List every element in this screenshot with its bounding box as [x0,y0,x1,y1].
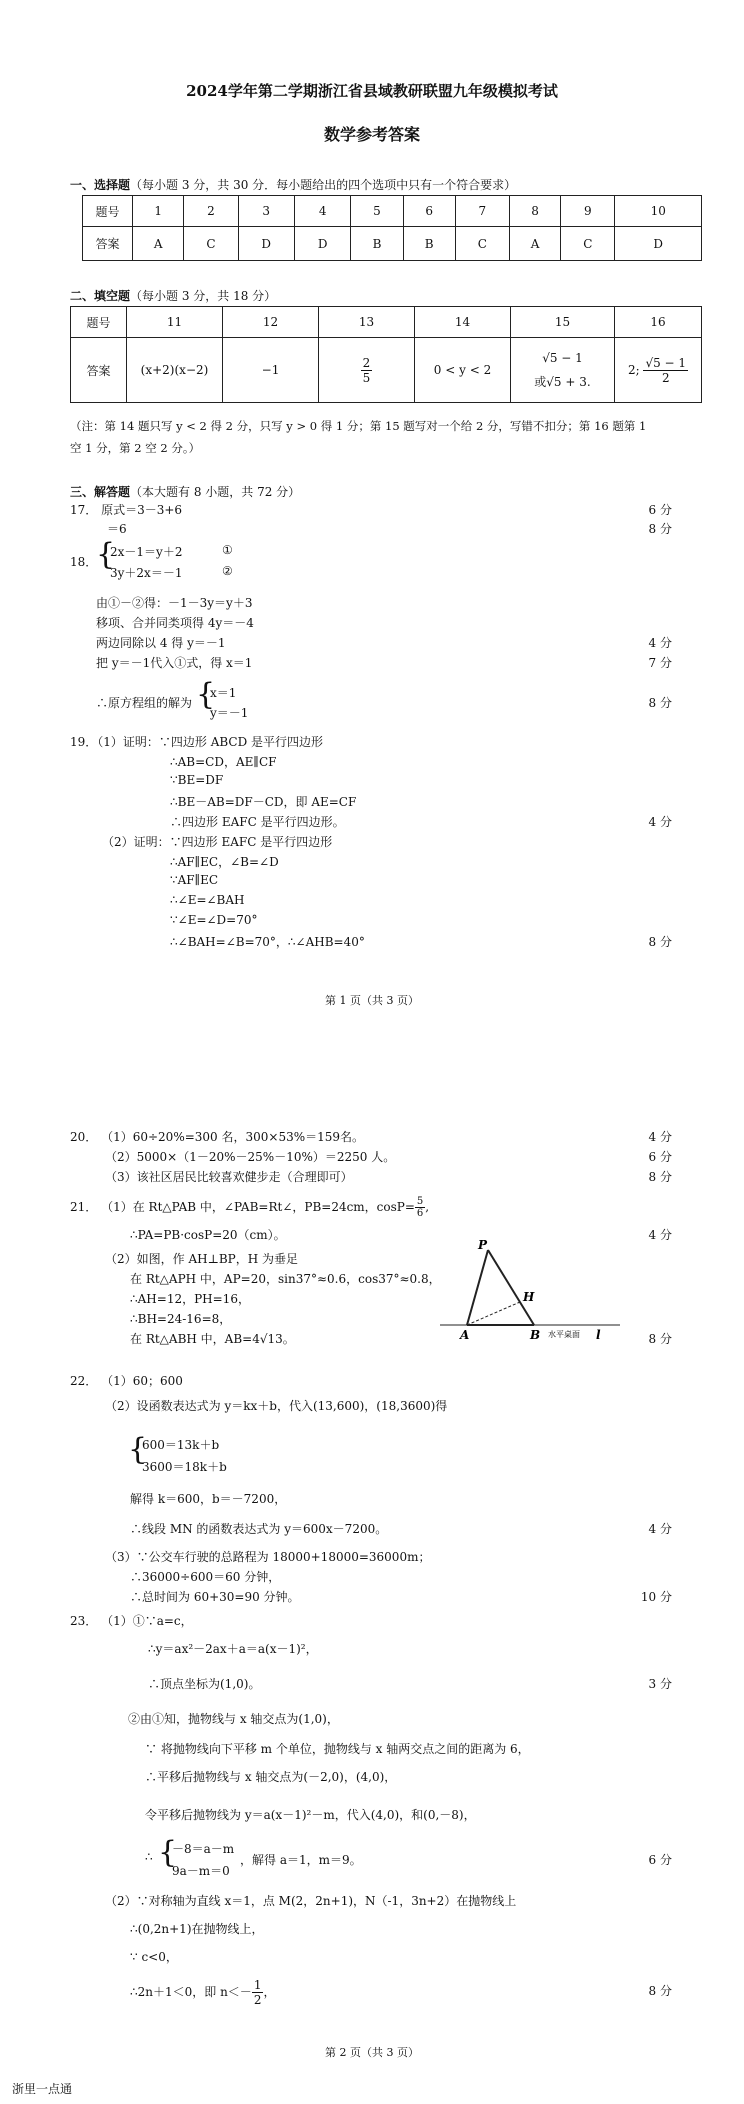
q23-line12-text: ∴2n＋1＜0，即 n＜－ [130,1985,252,1999]
sec3-heading [70,483,300,500]
q22-eq1: 600＝13k＋b [142,1438,220,1452]
fill-number: 16 [615,307,702,338]
q23-score3: 8 分 [648,1984,672,1998]
q23-line7: 令平移后抛物线为 y＝a(x－1)²－m，代入(4,0)，和(0,－8)， [145,1808,476,1822]
q22-score2: 10 分 [640,1590,672,1604]
q17-score1: 6 分 [648,503,672,517]
q23-line12-end: ， [263,1985,276,1999]
q18-score5: 8 分 [648,696,672,710]
choice-answer: D [615,227,702,261]
choice-number: 3 [238,196,294,227]
q18-score4: 7 分 [648,656,672,670]
q23-line10: ∴(0,2n+1)在抛物线上， [130,1922,264,1936]
q18-line4: 把 y＝－1代入①式，得 x＝1 [96,656,253,670]
choice-answer-table [82,195,702,261]
q18-line2: 移项、合并同类项得 4y＝－4 [96,616,254,630]
fill-answer-13 [319,338,415,403]
left-brace-icon: { [196,677,216,712]
choice-number: 8 [509,196,560,227]
q22-line1: 22． （1）60；600 [70,1374,183,1388]
fraction: $\frac{5}{6}$ [416,1196,424,1219]
sec2-note: （每小题 3 分，共 18 分） [130,289,277,303]
q21-line1-end: , [425,1200,430,1214]
label-B: B [530,1328,541,1340]
choice-answer: A [509,227,560,261]
segment-PA [467,1250,488,1325]
choice-answer: D [294,227,350,261]
q18-tag2: ② [222,564,233,578]
q17-line2: ＝6 [107,522,127,536]
page2-footer: 第 2 页（共 3 页） [325,2046,419,2059]
fill-answer-12: −1 [223,338,319,403]
q23-line4: ②由①知，抛物线与 x 轴交点为(1,0)， [128,1712,339,1726]
q23-line11: ∵ c<0， [130,1950,178,1964]
q18-number: 18． [70,555,98,569]
q21-line4: 在 Rt△APH 中，AP=20，sin37°≈0.6，cos37°≈0.8， [130,1272,441,1286]
fill-answer-head: 答案 [71,338,127,403]
exam-title: 2024学年第二学期浙江省县域教研联盟九年级模拟考试 [186,82,558,100]
sec3-label: 三、解答题 [70,485,131,499]
q19-line2: ∴AB=CD，AE∥CF [170,755,277,769]
fill-answer-11: (x+2)(x−2) [127,338,223,403]
q20-score3: 8 分 [648,1170,672,1184]
fill-number: 15 [511,307,615,338]
q21-line1-text: 21． （1）在 Rt△PAB 中，∠PAB=Rt∠，PB=24cm，cosP= [70,1200,415,1214]
choice-number: 4 [294,196,350,227]
choice-answer: A [133,227,184,261]
q23-line5: ∵ 将抛物线向下平移 m 个单位，抛物线与 x 轴两交点之间的距离为 6， [145,1742,530,1756]
fill-answer-table [70,306,702,403]
watermark: 浙里一点通 [12,2082,73,2096]
sec1-note: （每小题 3 分，共 30 分．每小题给出的四个选项中只有一个符合要求） [130,178,517,192]
choice-answer: B [403,227,455,261]
choice-answer: C [561,227,615,261]
q21-line5: ∴AH=12，PH=16， [130,1292,250,1306]
sec1-heading [70,176,516,193]
q20-line3: （3）该社区居民比较喜欢健步走（合理即可） [105,1170,353,1184]
q21-line3: （2）如图，作 AH⊥BP，H 为垂足 [105,1252,299,1266]
label-A: A [460,1328,470,1340]
choice-number: 1 [133,196,184,227]
left-brace-icon: { [158,1835,178,1870]
q23-eq1: －8＝a－m [172,1842,235,1856]
choice-answer: C [184,227,238,261]
q18-tag1: ① [222,543,233,557]
fill-number-row [71,307,702,338]
fraction: $\frac{1}{2}$ [253,1978,262,2007]
q22-line2: （2）设函数表达式为 y＝kx＋b，代入(13,600)，(18,3600)得 [105,1399,448,1413]
q21-score2: 8 分 [648,1332,672,1346]
q23-line6: ∴平移后抛物线与 x 轴交点为(－2,0)，(4,0)， [145,1770,397,1784]
q19-line3: ∵BE=DF [170,773,224,787]
choice-number: 9 [561,196,615,227]
answer-title: 数学参考答案 [323,125,420,144]
fill-number: 12 [223,307,319,338]
fill-remark-line2: 空 1 分，第 2 空 2 分。） [70,441,201,455]
fraction: $\frac{2}{5}$ [362,355,371,385]
q18-sol1: x＝1 [210,686,237,700]
q23-line3: ∴顶点坐标为(1,0)。 [148,1677,261,1691]
label-P: P [478,1240,488,1252]
q19-line6: （2）证明：∵四边形 EAFC 是平行四边形 [102,835,333,849]
q22-line7: ∴总时间为 60+30=90 分钟。 [130,1590,300,1604]
segment-PB [488,1250,534,1325]
choice-answer: D [238,227,294,261]
q20-score1: 4 分 [648,1130,672,1144]
fill-answer-14: 0 < y < 2 [415,338,511,403]
q22-eq2: 3600＝18k＋b [142,1460,227,1474]
q18-line5: ∴原方程组的解为 [96,696,193,710]
answer-15-line2: 或√5 + 3. [534,375,591,389]
q22-score1: 4 分 [648,1522,672,1536]
q19-line10: ∵∠E=∠D=70° [170,913,258,927]
fill-number-head: 题号 [71,307,127,338]
fill-number: 14 [415,307,511,338]
fill-answer-row [71,338,702,403]
q23-score1: 3 分 [648,1677,672,1691]
fraction: $\frac{√5 - 1}{2}$ [645,355,687,385]
q21-line2: ∴PA=PB·cosP=20（cm）。 [130,1228,286,1242]
left-brace-icon: { [128,1432,148,1467]
q21-line6: ∴BH=24-16=8， [130,1312,232,1326]
sec1-label: 一、选择题 [70,178,131,192]
q20-score2: 6 分 [648,1150,672,1164]
choice-number: 5 [351,196,403,227]
label-H: H [523,1290,535,1304]
q23-line2: ∴y＝ax²－2ax＋a＝a(x－1)²， [148,1642,318,1656]
q19-line7: ∴AF∥EC，∠B=∠D [170,855,279,869]
answer-15-line1: √5 − 1 [542,351,583,365]
q18-eq2: 3y＋2x＝－1 [110,566,183,580]
q23-line1: 23． （1）①∵a=c， [70,1614,193,1628]
choice-answer-head: 答案 [83,227,133,261]
fill-remark-line1: （注：第 14 题只写 y < 2 得 2 分，只写 y > 0 得 1 分；第 15 题写对一个给 2 分，写错不扣分；第 16 题第 1 [70,419,647,433]
sec2-label: 二、填空题 [70,289,131,303]
q21-line1 [70,1196,429,1219]
fill-number: 11 [127,307,223,338]
q19-line1: 19．（1）证明：∵四边形 ABCD 是平行四边形 [70,735,324,749]
q23-therefore: ∴ [145,1850,153,1864]
q18-sol2: y＝－1 [210,706,249,720]
q23-line12 [130,1978,275,2007]
q20-line1: 20． （1）60÷20%=300 名，300×53%＝159名。 [70,1130,365,1144]
q20-line2: （2）5000×（1－20%－25%－10%）＝2250 人。 [105,1150,396,1164]
q22-line3: 解得 k＝600，b＝－7200， [130,1492,287,1506]
choice-number: 6 [403,196,455,227]
segment-AH [467,1302,520,1325]
q17-score2: 8 分 [648,522,672,536]
q19-score2: 8 分 [648,935,672,949]
q22-line5: （3）∵公交车行驶的总路程为 18000+18000=36000m； [105,1550,431,1564]
answer-16-prefix: 2; [627,362,640,377]
q23-score2: 6 分 [648,1853,672,1867]
label-desk: 水平桌面 [548,1330,580,1339]
q19-line4: ∴BE－AB=DF－CD，即 AE=CF [170,795,357,809]
left-brace-icon: { [96,537,116,572]
q22-line4: ∴线段 MN 的函数表达式为 y＝600x－7200。 [130,1522,388,1536]
q23-line8: ，解得 a＝1，m＝9。 [240,1853,362,1867]
q23-eq2: 9a－m＝0 [172,1864,230,1878]
sec3-note: （本大题有 8 小题，共 72 分） [130,485,301,499]
q22-line6: ∴36000÷600＝60 分钟， [130,1570,281,1584]
choice-number-head: 题号 [83,196,133,227]
q18-score3: 4 分 [648,636,672,650]
fill-answer-15 [511,338,615,403]
q18-line3: 两边同除以 4 得 y＝－1 [96,636,226,650]
choice-answer-row [83,227,702,261]
q21-score1: 4 分 [648,1228,672,1242]
fill-number: 13 [319,307,415,338]
choice-number: 10 [615,196,702,227]
sec2-heading [70,287,276,304]
q18-eq1: 2x－1＝y＋2 [110,545,183,559]
fill-answer-16 [615,338,702,403]
q21-line7: 在 Rt△ABH 中，AB=4√13。 [130,1332,295,1346]
q19-score1: 4 分 [648,815,672,829]
choice-answer: C [455,227,509,261]
q19-line11: ∴∠BAH=∠B=70°，∴∠AHB=40° [170,935,365,949]
q19-line8: ∵AF∥EC [170,873,219,887]
q17-line1: 17． 原式＝3－3+6 [70,503,183,517]
page1-footer: 第 1 页（共 3 页） [325,994,419,1007]
q18-line1: 由①－②得：－1－3y＝y＋3 [96,596,253,610]
q21-figure [420,1240,630,1340]
label-l: l [596,1328,601,1340]
choice-number: 7 [455,196,509,227]
q19-line9: ∴∠E=∠BAH [170,893,245,907]
choice-number: 2 [184,196,238,227]
choice-answer: B [351,227,403,261]
choice-number-row [83,196,702,227]
q19-line5: ∴四边形 EAFC 是平行四边形。 [170,815,345,829]
q23-line9: （2）∵对称轴为直线 x＝1，点 M(2，2n+1)，N（-1，3n+2）在抛物线上 [105,1894,517,1908]
